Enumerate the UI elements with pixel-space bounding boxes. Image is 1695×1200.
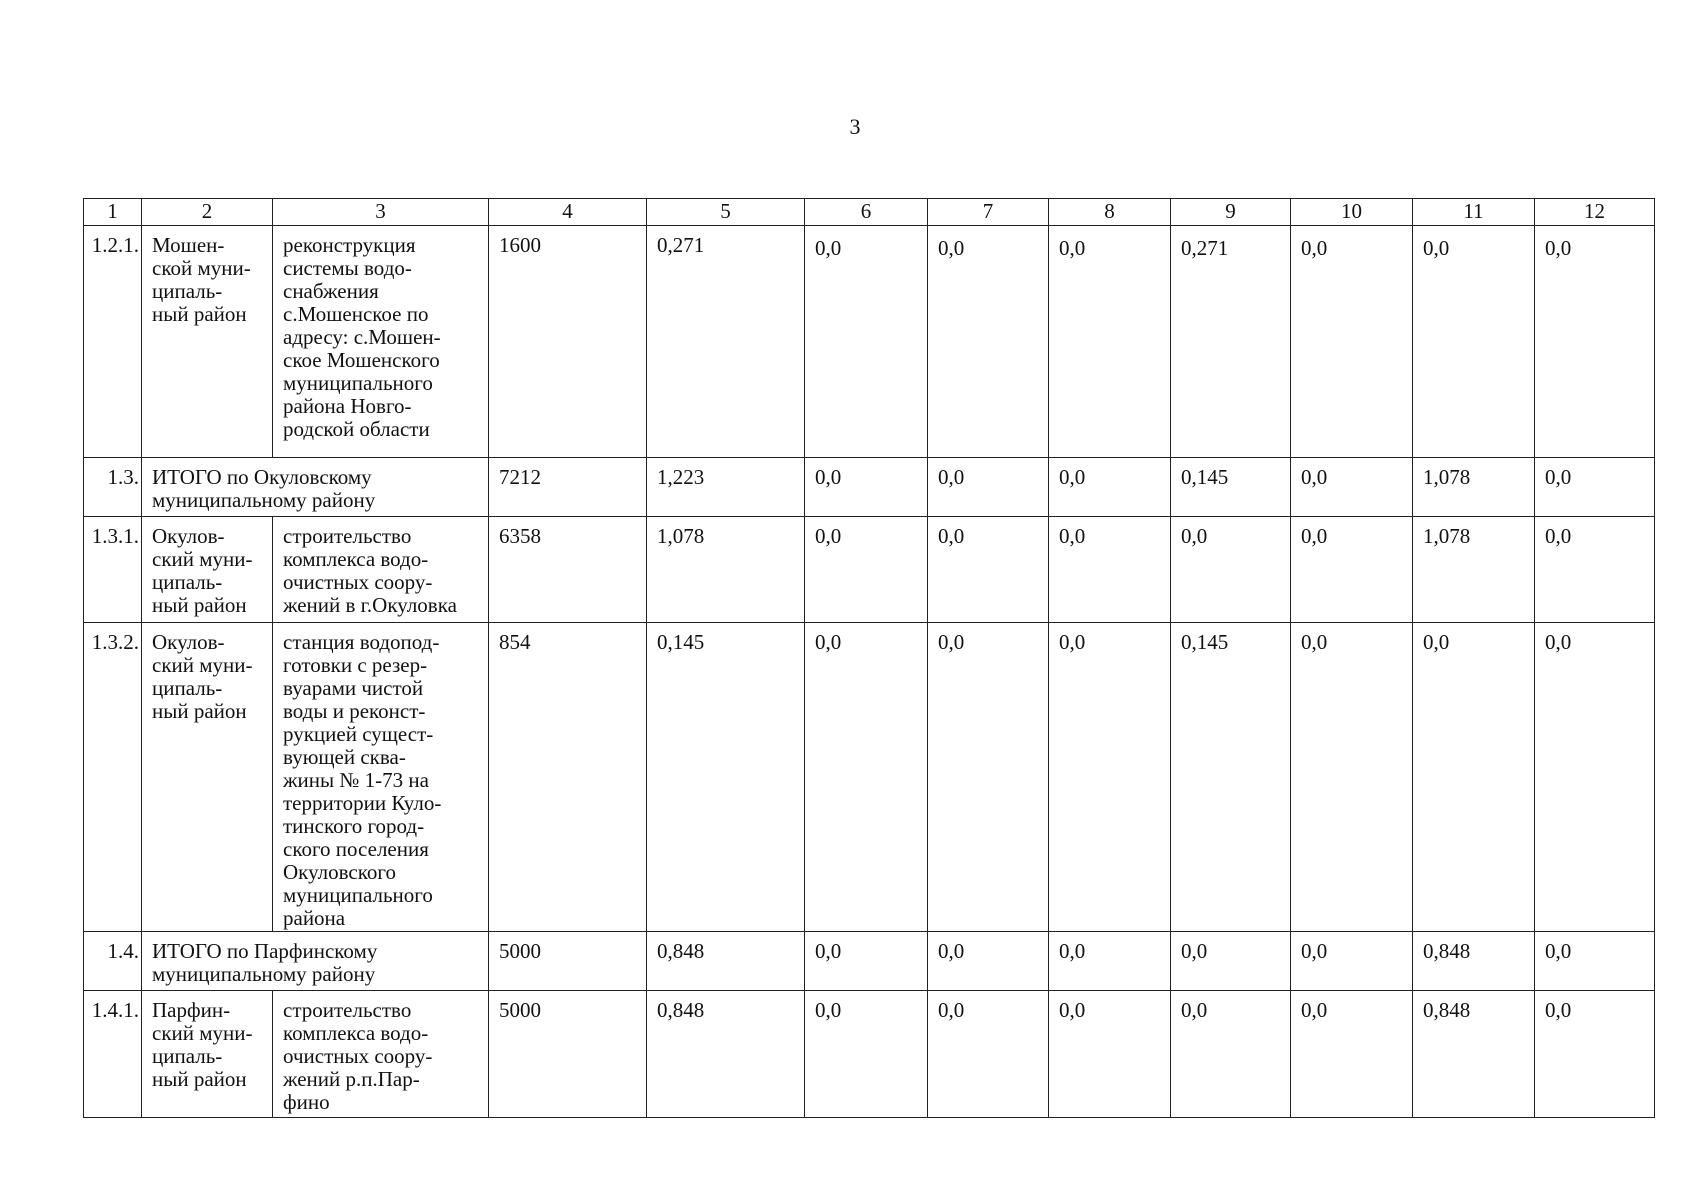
value-cell: 0,0	[1171, 991, 1291, 1118]
district-cell: Окулов- ский муни- ципаль- ный район	[142, 623, 273, 932]
value-cell: 0,0	[805, 458, 928, 517]
total-label-cell: ИТОГО по Парфинскому муниципальному району	[142, 932, 489, 991]
value-cell: 0,0	[1535, 458, 1655, 517]
value-cell: 0,0	[1535, 623, 1655, 932]
table-row	[84, 932, 1655, 991]
table-row	[84, 226, 1655, 458]
value-cell: 0,0	[928, 623, 1049, 932]
table-row	[84, 991, 1655, 1118]
value-cell: 0,271	[1171, 226, 1291, 458]
value-cell: 0,0	[1049, 991, 1171, 1118]
value-cell: 0,0	[928, 991, 1049, 1118]
value-cell: 0,0	[928, 458, 1049, 517]
value-cell: 0,0	[1291, 932, 1413, 991]
value-cell: 0,0	[805, 932, 928, 991]
value-cell: 0,0	[1413, 226, 1535, 458]
value-cell: 0,145	[1171, 458, 1291, 517]
value-cell: 0,0	[1049, 517, 1171, 623]
value-cell: 0,848	[647, 932, 805, 991]
value-cell: 0,0	[1049, 458, 1171, 517]
row-number: 1.3.	[84, 458, 142, 517]
header-row	[84, 199, 1655, 226]
value-cell: 0,0	[1171, 932, 1291, 991]
column-header: 11	[1413, 199, 1535, 226]
value-cell: 0,0	[1535, 932, 1655, 991]
value-cell: 0,0	[1049, 932, 1171, 991]
value-cell: 1600	[489, 226, 647, 458]
value-cell: 0,0	[1535, 517, 1655, 623]
row-number: 1.2.1.	[84, 226, 142, 458]
table-row	[84, 517, 1655, 623]
row-number: 1.4.	[84, 932, 142, 991]
value-cell: 0,0	[805, 623, 928, 932]
value-cell: 0,145	[647, 623, 805, 932]
column-header: 10	[1291, 199, 1413, 226]
value-cell: 0,0	[1535, 226, 1655, 458]
column-header: 8	[1049, 199, 1171, 226]
table-row	[84, 458, 1655, 517]
value-cell: 0,0	[1049, 623, 1171, 932]
value-cell: 0,0	[1291, 226, 1413, 458]
data-table	[83, 198, 1655, 1118]
value-cell: 5000	[489, 991, 647, 1118]
total-label-cell: ИТОГО по Окуловскому муниципальному району	[142, 458, 489, 517]
value-cell: 0,145	[1171, 623, 1291, 932]
value-cell: 0,0	[1413, 623, 1535, 932]
value-cell: 0,0	[1291, 517, 1413, 623]
description-cell: строительство комплекса водо- очистных соору- жений р.п.Пар- фино	[273, 991, 489, 1118]
value-cell: 5000	[489, 932, 647, 991]
column-header: 9	[1171, 199, 1291, 226]
value-cell: 1,078	[1413, 517, 1535, 623]
description-cell: строительство комплекса водо- очистных соору- жений в г.Окуловка	[273, 517, 489, 623]
table-row	[84, 623, 1655, 932]
column-header: 7	[928, 199, 1049, 226]
value-cell: 1,223	[647, 458, 805, 517]
value-cell: 0,848	[1413, 932, 1535, 991]
value-cell: 0,848	[1413, 991, 1535, 1118]
value-cell: 0,0	[1291, 623, 1413, 932]
column-header: 4	[489, 199, 647, 226]
value-cell: 0,0	[928, 932, 1049, 991]
description-cell: станция водопод- готовки с резер- вуарами чистой воды и реконст- рукцией сущест- вующей сква- жины № 1-73 на территории Куло- тинского город- ского поселения Окуловского муниципального района	[273, 623, 489, 932]
value-cell: 0,0	[1171, 517, 1291, 623]
column-header: 2	[142, 199, 273, 226]
value-cell: 0,0	[1291, 458, 1413, 517]
value-cell: 0,0	[1291, 991, 1413, 1118]
district-cell: Парфин- ский муни- ципаль- ный район	[142, 991, 273, 1118]
page-number: 3	[849, 114, 861, 139]
value-cell: 0,0	[805, 517, 928, 623]
value-cell: 0,0	[1535, 991, 1655, 1118]
district-cell: Мошен- ской муни- ципаль- ный район	[142, 226, 273, 458]
column-header: 12	[1535, 199, 1655, 226]
value-cell: 0,0	[928, 517, 1049, 623]
value-cell: 854	[489, 623, 647, 932]
value-cell: 1,078	[1413, 458, 1535, 517]
district-cell: Окулов- ский муни- ципаль- ный район	[142, 517, 273, 623]
column-header: 5	[647, 199, 805, 226]
row-number: 1.3.2.	[84, 623, 142, 932]
column-header: 3	[273, 199, 489, 226]
column-header: 1	[84, 199, 142, 226]
value-cell: 0,0	[1049, 226, 1171, 458]
value-cell: 0,0	[805, 226, 928, 458]
value-cell: 0,271	[647, 226, 805, 458]
value-cell: 0,0	[805, 991, 928, 1118]
row-number: 1.4.1.	[84, 991, 142, 1118]
value-cell: 7212	[489, 458, 647, 517]
value-cell: 6358	[489, 517, 647, 623]
description-cell: реконструкция системы водо- снабжения с.Мошенское по адресу: с.Мошен- ское Мошенского муниципального района Новго- родской области	[273, 226, 489, 458]
column-header: 6	[805, 199, 928, 226]
value-cell: 0,848	[647, 991, 805, 1118]
value-cell: 1,078	[647, 517, 805, 623]
value-cell: 0,0	[928, 226, 1049, 458]
row-number: 1.3.1.	[84, 517, 142, 623]
